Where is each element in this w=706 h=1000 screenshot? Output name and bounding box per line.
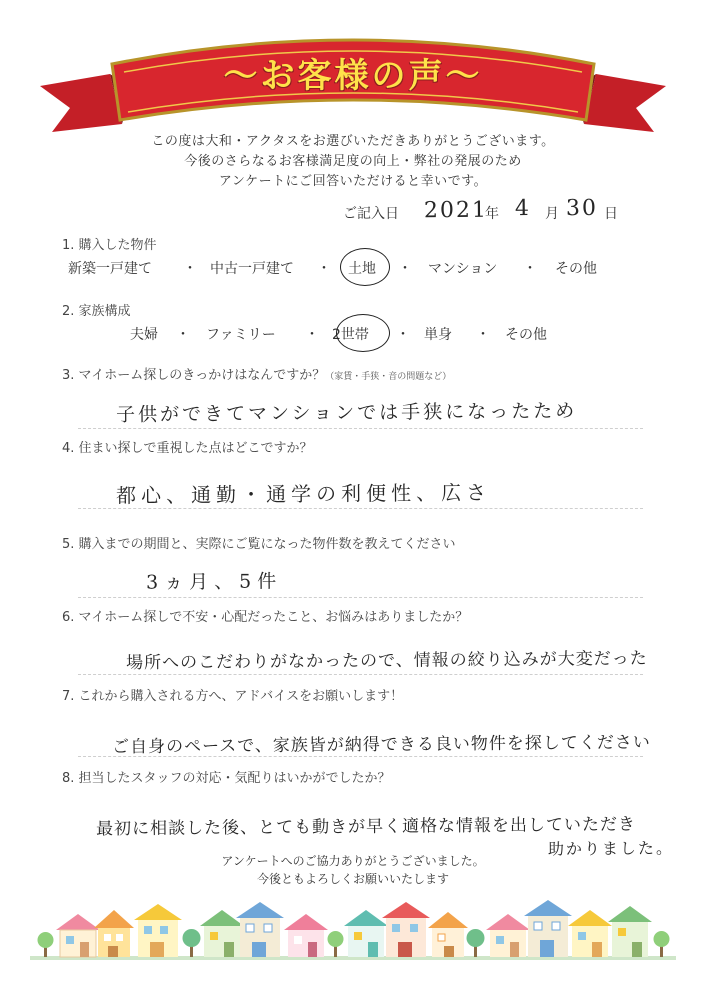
separator-dot: ・ bbox=[396, 327, 410, 343]
answer-7: ご自身のペースで、家族皆が納得できる良い物件を探してください bbox=[111, 732, 651, 758]
separator-dot: ・ bbox=[476, 327, 490, 343]
q2-option: 夫婦 bbox=[130, 327, 158, 343]
date-label: ご記入日 bbox=[343, 206, 399, 222]
date-year: 2021 bbox=[423, 197, 489, 224]
question-3-text: 3. マイホーム探しのきっかけはなんですか？ bbox=[62, 368, 326, 383]
footer-thanks-2: 今後ともよろしくお願いいたします bbox=[256, 872, 449, 886]
separator-dot: ・ bbox=[183, 261, 197, 277]
question-1-label: 1. 購入した物件 bbox=[62, 238, 157, 253]
q1-option: その他 bbox=[555, 261, 597, 277]
answer-line bbox=[78, 428, 643, 429]
separator-dot: ・ bbox=[523, 261, 537, 277]
separator-dot: ・ bbox=[317, 261, 331, 277]
footer-thanks-1: アンケートへのご協力ありがとうございました。 bbox=[221, 854, 485, 868]
answer-5: 3ヵ月、5件 bbox=[145, 570, 283, 594]
answer-8-line-2: 助かりました。 bbox=[547, 838, 675, 859]
q2-option: 単身 bbox=[424, 327, 452, 343]
question-8-label: 8. 担当したスタッフの対応・気配りはいかがでしたか？ bbox=[62, 771, 391, 786]
answer-line bbox=[78, 674, 643, 675]
date-year-unit: 年 bbox=[485, 206, 499, 222]
q1-option: 新築一戸建て bbox=[68, 261, 152, 277]
separator-dot: ・ bbox=[305, 327, 319, 343]
question-7-label: 7. これから購入される方へ、アドバイスをお願いします！ bbox=[62, 689, 404, 704]
answer-line bbox=[78, 756, 643, 757]
q1-option: マンション bbox=[428, 261, 498, 277]
banner-title: ～お客様の声～ bbox=[223, 56, 483, 96]
date-month: 4 bbox=[514, 195, 532, 222]
separator-dot: ・ bbox=[398, 261, 412, 277]
question-3-note: （家賃・手狭・音の問題など） bbox=[325, 372, 452, 382]
selection-circle bbox=[336, 314, 390, 352]
question-5-label: 5. 購入までの期間と、実際にご覧になった物件数を教えてください bbox=[62, 537, 456, 552]
q2-option: ファミリー bbox=[206, 327, 276, 343]
answer-8-line-1: 最初に相談した後、とても動きが早く適格な情報を出していただき bbox=[95, 814, 637, 840]
answer-3: 子供ができてマンションでは手狭になったため bbox=[115, 399, 578, 427]
question-3-label bbox=[62, 364, 451, 383]
date-month-unit: 月 bbox=[545, 206, 559, 222]
date-day: 30 bbox=[565, 195, 599, 222]
selection-circle bbox=[340, 248, 390, 286]
q2-option-selected: 2世帯 bbox=[332, 327, 369, 343]
question-6-label: 6. マイホーム探しで不安・心配だったこと、お悩みはありましたか？ bbox=[62, 610, 469, 625]
houses-illustration bbox=[30, 900, 676, 960]
intro-line-3: アンケートにご回答いただけると幸いです。 bbox=[218, 174, 488, 189]
q2-option: その他 bbox=[505, 327, 547, 343]
separator-dot: ・ bbox=[176, 327, 190, 343]
q1-option: 中古一戸建て bbox=[210, 261, 294, 277]
intro-line-2: 今後のさらなるお客様満足度の向上・弊社の発展のため bbox=[184, 154, 522, 169]
q1-option-selected: 土地 bbox=[348, 261, 376, 277]
question-2-label: 2. 家族構成 bbox=[62, 304, 131, 319]
answer-line bbox=[78, 597, 643, 598]
date-day-unit: 日 bbox=[604, 206, 618, 222]
answer-line bbox=[78, 508, 643, 509]
answer-4: 都心、通勤・通学の利便性、広さ bbox=[115, 480, 492, 508]
answer-6: 場所へのこだわりがなかったので、情報の絞り込みが大変だった bbox=[125, 648, 648, 674]
question-4-label: 4. 住まい探しで重視した点はどこですか？ bbox=[62, 441, 313, 456]
intro-line-1: この度は大和・アクタスをお選びいただきありがとうございます。 bbox=[151, 134, 555, 149]
